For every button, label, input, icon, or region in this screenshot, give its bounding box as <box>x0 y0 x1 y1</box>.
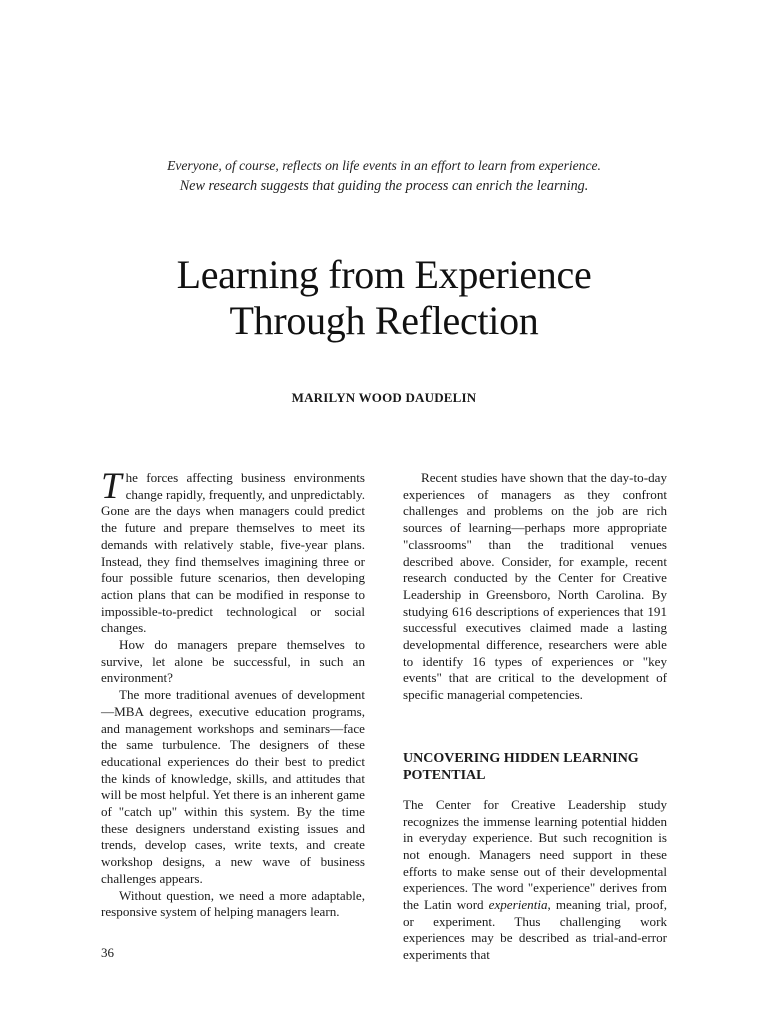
deck-line-1: Everyone, of course, reflects on life events in an effort to learn from experience. <box>167 158 601 173</box>
paragraph-4: Without question, we need a more adaptable, responsive system of helping managers learn. <box>101 887 365 920</box>
left-column <box>101 466 365 921</box>
author-byline: MARILYN WOOD DAUDELIN <box>291 390 477 405</box>
paragraph-3: The more traditional avenues of development—MBA degrees, executive education programs, and management workshops and seminars—face the same turbulence. The designers of these educational experiences do their best to predict the kinds of knowledge, skills, and attitudes that will be most helpful. Yet there is an inherent game of "catch up" within this system. By the time these designers understand existing issues and trends, develop cases, write texts, and create workshop designs, a new wave of business challenges appears. <box>101 687 365 886</box>
paragraph-6 <box>403 797 667 964</box>
article-title <box>0 252 768 344</box>
title-line-1: Learning from Experience <box>176 252 592 297</box>
section-heading: UNCOVERING HIDDEN LEARNING POTENTIAL <box>403 750 639 783</box>
paragraph-6-text-b: , meaning trial, proof, or experiment. Thus challenging work experiences may be described as trial-and-error experiments that <box>403 897 667 963</box>
title-line-2: Through Reflection <box>229 298 539 343</box>
latin-term: experientia <box>488 897 548 913</box>
article-deck <box>0 156 768 196</box>
paragraph-1-text: he forces affecting business environments change rapidly, frequently, and unpredictably. Gone are the days when managers could predict the future and prepare themselves to meet its demands with relatively stable, five-year plans. Instead, they find themselves imagining three or four possible future scenarios, then developing action plans that can be modified in response to impossible-to-predict technological or social changes. <box>101 470 365 636</box>
drop-cap: T <box>101 466 122 507</box>
page-number: 36 <box>101 945 114 960</box>
paragraph-5: Recent studies have shown that the day-to-day experiences of managers as they confront challenges and problems on the job are rich sources of learning—perhaps more appropriate "classrooms" than the traditional venues described above. Consider, for example, recent research conducted by the Center for Creative Leadership in Greensboro, North Carolina. By studying 616 descriptions of experiences that 191 successful executives claimed made a lasting developmental difference, researchers were able to identify 16 types of experiences or "key events" that are critical to the development of specific managerial competencies. <box>403 470 667 703</box>
deck-line-2: New research suggests that guiding the process can enrich the learning. <box>179 178 589 194</box>
right-column <box>403 470 667 964</box>
paragraph-6-text-a: The Center for Creative Leadership study recognizes the immense learning potential hidden in everyday experience. But such recognition is not enough. Managers need support in these efforts to make sense out of their developmental experiences. The word "experience" derives from the Latin word <box>403 796 667 913</box>
paragraph-2: How do managers prepare themselves to survive, let alone be successful, in such an environment? <box>101 637 365 686</box>
paragraph-1 <box>101 466 365 637</box>
